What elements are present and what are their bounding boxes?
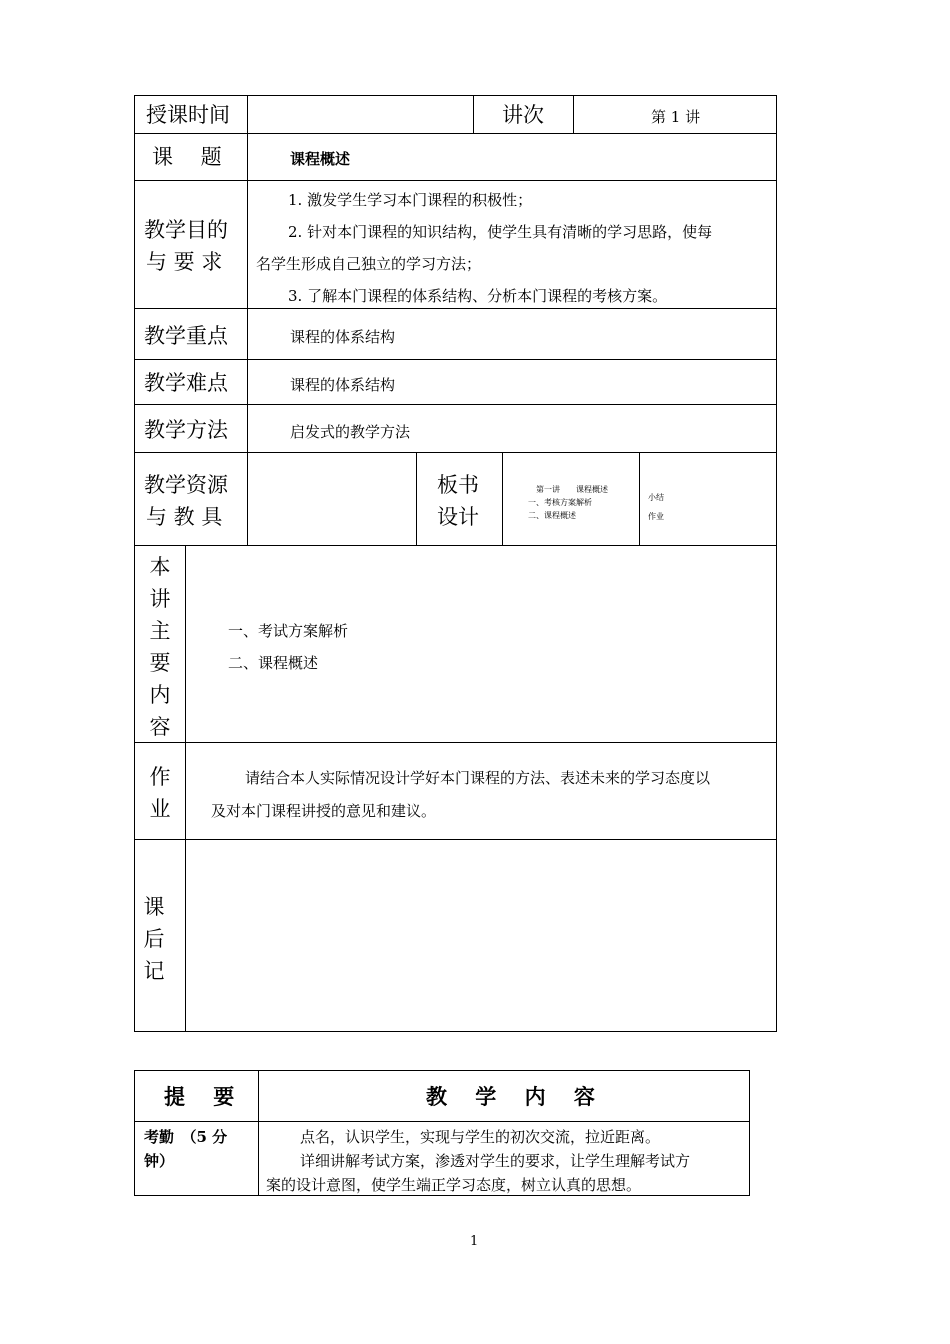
board-design-item-2: 二、课程概述 (528, 511, 576, 520)
key-points-value: 课程的体系结构 (290, 328, 396, 346)
page-number: 1 (470, 1234, 479, 1249)
main-content-item-2: 二、课程概述 (228, 654, 319, 672)
key-points-label: 教学重点 (144, 324, 228, 348)
homework-line-2: 及对本门课程讲授的意见和建议。 (211, 802, 437, 820)
board-label-2: 设计 (437, 505, 479, 529)
resources-label-2: 与 教 具 (146, 505, 223, 529)
attendance-line-1: 点名，认识学生，实现与学生的初次交流，拉近距离。 (300, 1128, 661, 1146)
objective-item-3: 3. 了解本门课程的体系结构、分析本门课程的考核方案。 (288, 287, 668, 305)
board-side-item-1: 小结 (648, 493, 664, 502)
board-side-item-2: 作业 (648, 512, 664, 521)
homework-label: 作业 (149, 765, 171, 821)
lecture-label: 讲次 (502, 103, 544, 127)
difficulties-label: 教学难点 (144, 371, 228, 395)
methods-value: 启发式的教学方法 (290, 423, 411, 441)
main-content-item-1: 一、考试方案解析 (228, 622, 349, 640)
content-header: 教 学 内 容 (426, 1085, 595, 1109)
objectives-label-2: 与 要 求 (146, 250, 223, 274)
objective-item-2: 2. 针对本门课程的知识结构，使学生具有清晰的学习思路，使每 (288, 223, 713, 241)
board-design-title: 第一讲 课程概述 (536, 485, 608, 494)
objective-item-2-cont: 名学生形成自己独立的学习方法； (256, 255, 482, 273)
attendance-line-3: 案的设计意图，使学生端正学习态度，树立认真的思想。 (266, 1176, 642, 1194)
summary-header: 提 要 (164, 1085, 235, 1109)
difficulties-value: 课程的体系结构 (290, 376, 396, 394)
methods-label: 教学方法 (144, 418, 228, 442)
objective-item-1: 1. 激发学生学习本门课程的积极性； (288, 191, 533, 209)
topic-label: 课 题 (152, 145, 222, 169)
homework-line-1: 请结合本人实际情况设计学好本门课程的方法、表述未来的学习态度以 (245, 769, 711, 787)
attendance-line-2: 详细讲解考试方案，渗透对学生的要求，让学生理解考试方 (300, 1152, 691, 1170)
postscript-label: 课后记 (143, 895, 165, 983)
lecture-value: 第 1 讲 (651, 108, 701, 126)
topic-value: 课程概述 (290, 150, 351, 168)
teaching-time-label: 授课时间 (146, 103, 230, 127)
attendance-label-1: 考勤 （5 分 (144, 1128, 228, 1146)
board-design-item-1: 一、考核方案解析 (528, 498, 592, 507)
objectives-label-1: 教学目的 (144, 218, 228, 242)
resources-label-1: 教学资源 (144, 473, 228, 497)
main-content-label: 本讲主要内容 (149, 555, 171, 739)
board-label-1: 板书 (437, 473, 479, 497)
attendance-label-2: 钟） (144, 1152, 175, 1170)
